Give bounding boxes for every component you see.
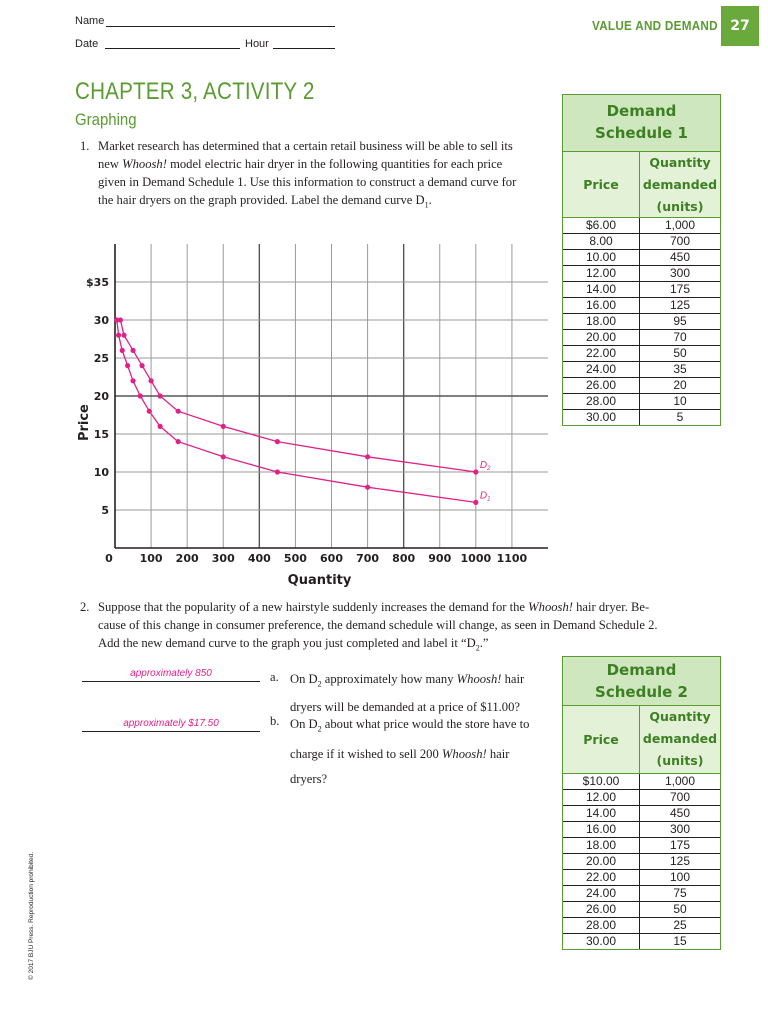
price-cell: 8.00: [563, 234, 640, 249]
y-tick-label: 20: [93, 390, 109, 403]
demand-chart: [70, 230, 560, 595]
x-tick-label: 1100: [496, 552, 528, 565]
table-row: [563, 774, 720, 790]
quantity-cell: 300: [669, 822, 691, 836]
question-1: [80, 137, 568, 215]
table-row: [563, 410, 720, 425]
data-point: [118, 317, 123, 322]
table-row: [563, 394, 720, 410]
q2b-line: charge if it wished to sell 200 Whoosh! hair: [290, 746, 510, 761]
q2a-line: dryers will be demanded at a price of $11.00?: [290, 699, 520, 714]
data-point: [148, 378, 153, 383]
hour-field[interactable]: [273, 48, 335, 49]
quantity-header: Quantity demanded (units): [642, 709, 718, 768]
table-row: [563, 234, 720, 250]
price-cell: 22.00: [563, 346, 640, 361]
x-tick-label: 700: [356, 552, 380, 565]
x-tick-label: 1000: [460, 552, 492, 565]
table-row: [563, 918, 720, 934]
x-axis-label: Quantity: [287, 573, 352, 588]
data-point: [139, 363, 144, 368]
name-label: Name: [75, 15, 105, 27]
q1-line: Market research has determined that a certain retail business will be able to sell its: [98, 139, 513, 153]
y-tick-label: 10: [93, 466, 109, 479]
section-title: Graphing: [75, 110, 137, 129]
answer-a-line: [82, 681, 260, 682]
data-point: [365, 454, 370, 459]
q2a-line: On $D_2$ approximately how many Whoosh! hair: [290, 672, 525, 689]
q2-line: Add the new demand curve to the graph you just completed and label it “$D_2$.”: [98, 636, 489, 653]
data-point: [275, 469, 280, 474]
price-cell: 28.00: [563, 918, 640, 933]
data-point: [275, 439, 280, 444]
data-point: [130, 348, 135, 353]
table-row: [563, 298, 720, 314]
y-axis-label: Price: [77, 404, 92, 442]
price-cell: 18.00: [563, 314, 640, 329]
date-label: Date: [75, 38, 99, 50]
table-row: [563, 362, 720, 378]
copyright-notice: © 2017 BJU Press. Reproduction prohibited.: [28, 852, 35, 980]
data-point: [147, 409, 152, 414]
question-2b: [270, 712, 560, 786]
schedule-title: Demand Schedule 2: [563, 657, 720, 706]
table-row: [563, 806, 720, 822]
price-cell: 10.00: [563, 250, 640, 265]
quantity-header: Quantity demanded (units): [642, 155, 718, 214]
x-tick-label: 200: [175, 552, 199, 565]
y-tick-label: 5: [101, 504, 109, 517]
table-row: [563, 838, 720, 854]
price-cell: 28.00: [563, 394, 640, 409]
quantity-cell: 175: [669, 838, 691, 852]
data-point: [130, 378, 135, 383]
table-row: [563, 902, 720, 918]
x-origin-label: 0: [105, 552, 113, 565]
quantity-cell: 700: [669, 234, 691, 248]
schedule-body: [563, 774, 720, 949]
quantity-cell: 100: [669, 870, 691, 884]
quantity-cell: 75: [673, 886, 687, 900]
y-tick-label: $35: [86, 276, 109, 289]
q1-line: given in Demand Schedule 1. Use this information to construct a demand curve for: [98, 175, 517, 189]
price-cell: 20.00: [563, 854, 640, 869]
schedule-header: [563, 152, 720, 218]
page-number: 27: [721, 6, 759, 46]
price-header: Price: [563, 152, 640, 217]
data-point: [176, 439, 181, 444]
table-row: [563, 218, 720, 234]
quantity-cell: 50: [673, 346, 687, 360]
hour-label: Hour: [245, 38, 269, 50]
data-point: [221, 454, 226, 459]
quantity-cell: 25: [673, 918, 687, 932]
table-row: [563, 250, 720, 266]
quantity-cell: 10: [673, 394, 687, 408]
x-tick-label: 500: [283, 552, 307, 565]
data-point: [125, 363, 130, 368]
price-cell: 14.00: [563, 282, 640, 297]
price-cell: 24.00: [563, 362, 640, 377]
question-2a: [270, 668, 560, 714]
answer-b-line: [82, 731, 260, 732]
curve-label: $D_1$: [479, 490, 491, 503]
price-cell: 30.00: [563, 934, 640, 949]
price-cell: 26.00: [563, 902, 640, 917]
quantity-cell: 175: [669, 282, 691, 296]
price-cell: $10.00: [563, 774, 640, 789]
q2b-line: On $D_2$ about what price would the store have to: [290, 717, 530, 734]
demand-schedule-2: [562, 656, 721, 950]
price-cell: 22.00: [563, 870, 640, 885]
quantity-cell: 35: [673, 362, 687, 376]
quantity-cell: 450: [669, 806, 691, 820]
table-row: [563, 886, 720, 902]
table-row: [563, 266, 720, 282]
table-row: [563, 314, 720, 330]
q2-line: Suppose that the popularity of a new hairstyle suddenly increases the demand for the Whoosh! hair dryer. Be-: [98, 600, 650, 614]
quantity-cell: 20: [673, 378, 687, 392]
table-row: [563, 346, 720, 362]
chapter-title: CHAPTER 3, ACTIVITY 2: [75, 78, 315, 105]
table-row: [563, 854, 720, 870]
name-field[interactable]: [106, 26, 335, 27]
quantity-cell: 50: [673, 902, 687, 916]
price-header: Price: [563, 706, 640, 773]
q1-line: new Whoosh! model electric hair dryer in the following quantities for each price: [98, 157, 503, 171]
data-point: [473, 469, 478, 474]
demand-curve-d1: [117, 320, 476, 502]
quantity-cell: 450: [669, 250, 691, 264]
question-letter: b.: [270, 714, 280, 728]
y-tick-label: 25: [93, 352, 109, 365]
x-tick-label: 800: [392, 552, 416, 565]
price-cell: 18.00: [563, 838, 640, 853]
quantity-cell: 125: [669, 854, 691, 868]
running-head: VALUE AND DEMAND: [592, 18, 718, 33]
data-point: [158, 393, 163, 398]
price-cell: 14.00: [563, 806, 640, 821]
quantity-cell: 300: [669, 266, 691, 280]
price-cell: 16.00: [563, 298, 640, 313]
x-tick-label: 100: [139, 552, 163, 565]
x-tick-label: 300: [211, 552, 235, 565]
x-tick-label: 600: [320, 552, 343, 565]
table-row: [563, 934, 720, 949]
price-cell: 26.00: [563, 378, 640, 393]
table-row: [563, 330, 720, 346]
x-tick-label: 900: [428, 552, 452, 565]
price-cell: $6.00: [563, 218, 640, 233]
curve-label: $D_2$: [479, 460, 491, 472]
demand-schedule-1: [562, 94, 721, 426]
y-tick-label: 15: [93, 428, 109, 441]
question-2: [80, 598, 728, 658]
data-point: [121, 333, 126, 338]
data-point: [120, 348, 125, 353]
quantity-cell: 700: [669, 790, 691, 804]
data-point: [138, 393, 143, 398]
q1-line: the hair dryers on the graph provided. Label the demand curve $D_1$.: [98, 193, 432, 210]
table-row: [563, 378, 720, 394]
data-point: [158, 424, 163, 429]
table-row: [563, 870, 720, 886]
quantity-cell: 15: [673, 934, 687, 948]
x-tick-label: 400: [247, 552, 271, 565]
schedule-body: [563, 218, 720, 425]
price-cell: 30.00: [563, 410, 640, 425]
question-number: 2.: [80, 600, 90, 614]
question-letter: a.: [270, 670, 279, 684]
q2-line: cause of this change in consumer preference, the demand schedule will change, as seen in Demand Schedule 2.: [98, 618, 658, 632]
price-cell: 24.00: [563, 886, 640, 901]
q2b-line: dryers?: [290, 771, 328, 786]
price-cell: 12.00: [563, 266, 640, 281]
quantity-cell: 125: [669, 298, 691, 312]
data-point: [116, 333, 121, 338]
question-number: 1.: [80, 139, 90, 153]
quantity-cell: 5: [676, 410, 684, 424]
y-tick-label: 30: [93, 314, 109, 327]
data-point: [176, 409, 181, 414]
data-point: [221, 424, 226, 429]
data-point: [473, 500, 478, 505]
table-row: [563, 790, 720, 806]
table-row: [563, 822, 720, 838]
schedule-header: [563, 706, 720, 774]
quantity-cell: 1,000: [664, 218, 696, 232]
quantity-cell: 1,000: [664, 774, 696, 788]
price-cell: 16.00: [563, 822, 640, 837]
table-row: [563, 282, 720, 298]
answer-b[interactable]: approximately $17.50: [123, 718, 219, 729]
date-field[interactable]: [105, 48, 240, 49]
data-point: [365, 485, 370, 490]
price-cell: 20.00: [563, 330, 640, 345]
schedule-title: Demand Schedule 1: [563, 95, 720, 152]
answer-a[interactable]: approximately 850: [130, 668, 212, 679]
quantity-cell: 70: [673, 330, 687, 344]
price-cell: 12.00: [563, 790, 640, 805]
quantity-cell: 95: [673, 314, 687, 328]
